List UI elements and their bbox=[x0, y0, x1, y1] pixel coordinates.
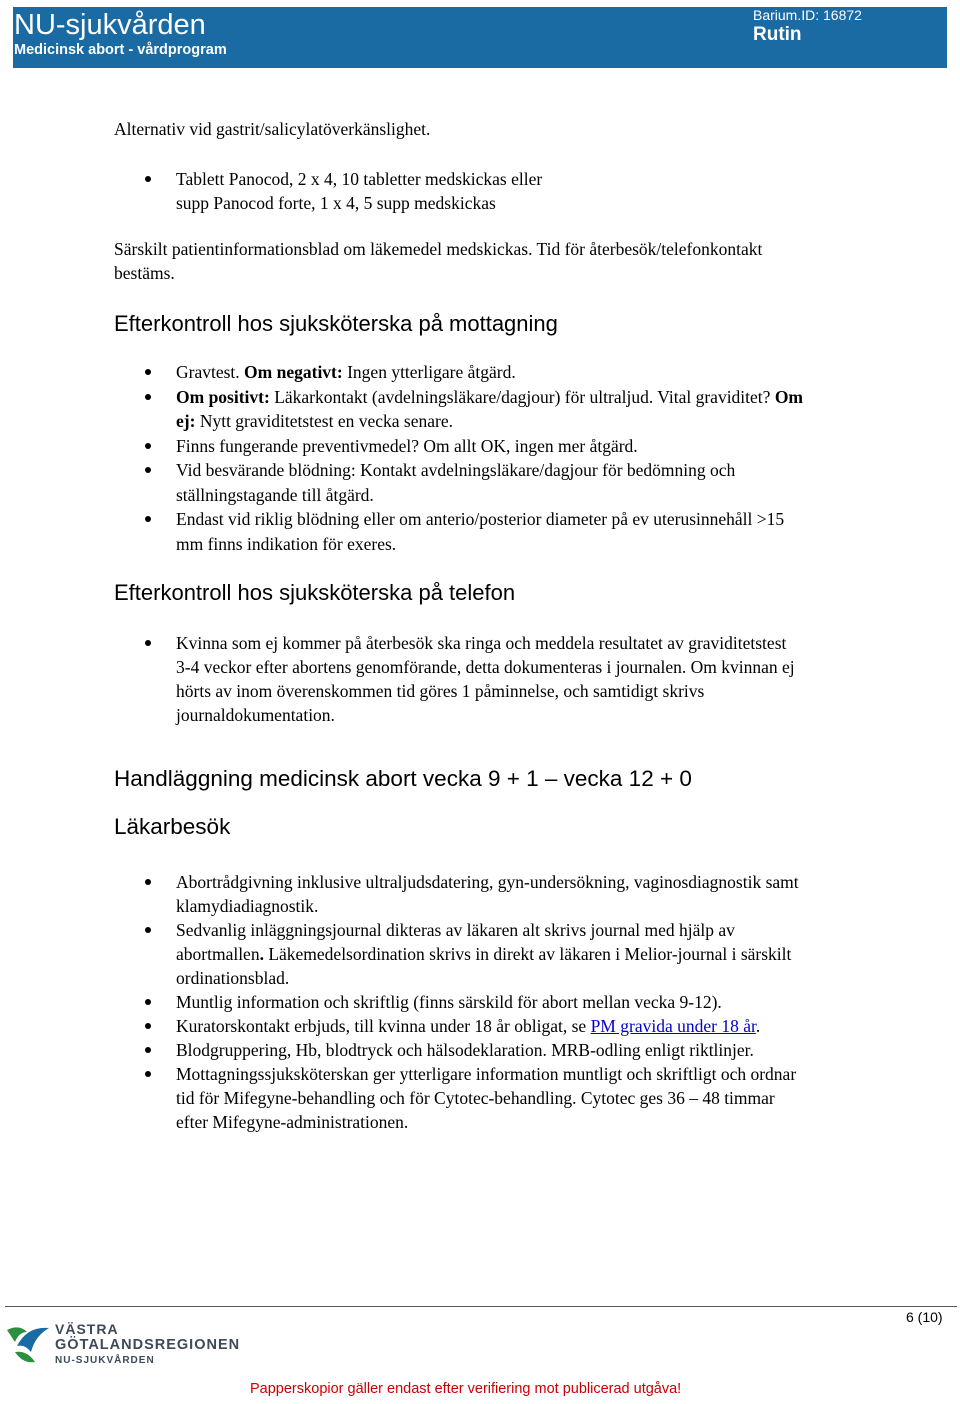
paragraph-alternative: Alternativ vid gastrit/salicylatöverkänslighet. bbox=[114, 119, 431, 139]
pm-gravida-link[interactable]: PM gravida under 18 år bbox=[590, 1016, 756, 1036]
section-heading-doctor-visit: Läkarbesök bbox=[114, 814, 231, 839]
section-heading-handling: Handläggning medicinsk abort vecka 9 + 1 – vecka 12 + 0 bbox=[114, 766, 692, 791]
list-item: Om positivt: Läkarkontakt (avdelningsläkare/dagjour) för ultraljud. Vital graviditet? Om ej: Nytt graviditetstest en vecka senare. bbox=[114, 385, 804, 434]
document-header bbox=[13, 7, 947, 68]
list-item: Mottagningssjuksköterskan ger ytterligare information muntligt och skriftligt och ordnar tid för Mifegyne-behandling och för Cytotec-behandling. Cytotec ges 36 – 48 timmar efter Mifegyne-administrationen. bbox=[114, 1062, 804, 1134]
list-item: Blodgruppering, Hb, blodtryck och hälsodeklaration. MRB-odling enligt riktlinjer. bbox=[114, 1038, 804, 1062]
list-item: Endast vid riklig blödning eller om anterio/posterior diameter på ev uterusinnehåll >15 mm finns indikation för exeres. bbox=[114, 507, 804, 556]
region-logo bbox=[5, 1319, 241, 1369]
list-clinic-followup bbox=[114, 360, 804, 556]
list-item bbox=[114, 167, 804, 215]
list-item: Kvinna som ej kommer på återbesök ska ringa och meddela resultatet av graviditetstest 3-4 veckor efter abortens genomförande, detta dokumenteras i journalen. Om kvinnan ej hörts av inom överenskommen tid göres 1 påminnelse, och samtidigt skrivs journaldokumentation. bbox=[114, 631, 804, 727]
list-phone-followup bbox=[114, 631, 804, 727]
list-item: Gravtest. Om negativt: Ingen ytterligare åtgärd. bbox=[114, 360, 804, 385]
list-item: Abortrådgivning inklusive ultraljudsdatering, gyn-undersökning, vaginosdiagnostik samt klamydiadiagnostik. bbox=[114, 870, 804, 918]
region-emblem-icon bbox=[5, 1322, 53, 1366]
list-medication bbox=[114, 167, 804, 215]
logo-text-nu: NU-SJUKVÅRDEN bbox=[55, 1355, 155, 1366]
document-id: Barium.ID: 16872 bbox=[753, 7, 862, 23]
page-number: 6 (10) bbox=[906, 1309, 943, 1325]
org-title: NU-sjukvården bbox=[14, 9, 206, 41]
list-item: Vid besvärande blödning: Kontakt avdelningsläkare/dagjour för bedömning och ställningstagande till åtgärd. bbox=[114, 458, 804, 507]
list-item: Kuratorskontakt erbjuds, till kvinna under 18 år obligat, se PM gravida under 18 år. bbox=[114, 1014, 804, 1038]
document-type: Rutin bbox=[753, 24, 802, 45]
logo-text-vastra: VÄSTRA bbox=[55, 1321, 119, 1337]
document-body bbox=[114, 117, 804, 1134]
list-item: Sedvanlig inläggningsjournal dikteras av läkaren alt skrivs journal med hjälp av abortmallen. Läkemedelsordination skrivs in direkt av läkaren i Melior-journal i särskilt ordinationsblad. bbox=[114, 918, 804, 990]
list-item: Finns fungerande preventivmedel? Om allt OK, ingen mer åtgärd. bbox=[114, 434, 804, 459]
section-heading-phone-followup: Efterkontroll hos sjuksköterska på telefon bbox=[114, 580, 516, 605]
section-heading-clinic-followup: Efterkontroll hos sjuksköterska på mottagning bbox=[114, 311, 558, 336]
list-item: Muntlig information och skriftlig (finns särskild för abort mellan vecka 9-12). bbox=[114, 990, 804, 1014]
document-subtitle: Medicinsk abort - vårdprogram bbox=[14, 42, 227, 58]
list-item-text: supp Panocod forte, 1 x 4, 5 supp medskickas bbox=[176, 193, 496, 213]
list-doctor-visit bbox=[114, 870, 804, 1134]
list-item-text: Tablett Panocod, 2 x 4, 10 tabletter medskickas eller bbox=[176, 169, 543, 189]
logo-text-region: GÖTALANDSREGIONEN bbox=[55, 1337, 241, 1353]
paragraph-patient-info: Särskilt patientinformationsblad om läkemedel medskickas. Tid för återbesök/telefonkontakt bestäms. bbox=[114, 239, 763, 283]
footer-divider bbox=[5, 1306, 957, 1307]
footer-disclaimer: Papperskopior gäller endast efter verifiering mot publicerad utgåva! bbox=[250, 1381, 682, 1397]
